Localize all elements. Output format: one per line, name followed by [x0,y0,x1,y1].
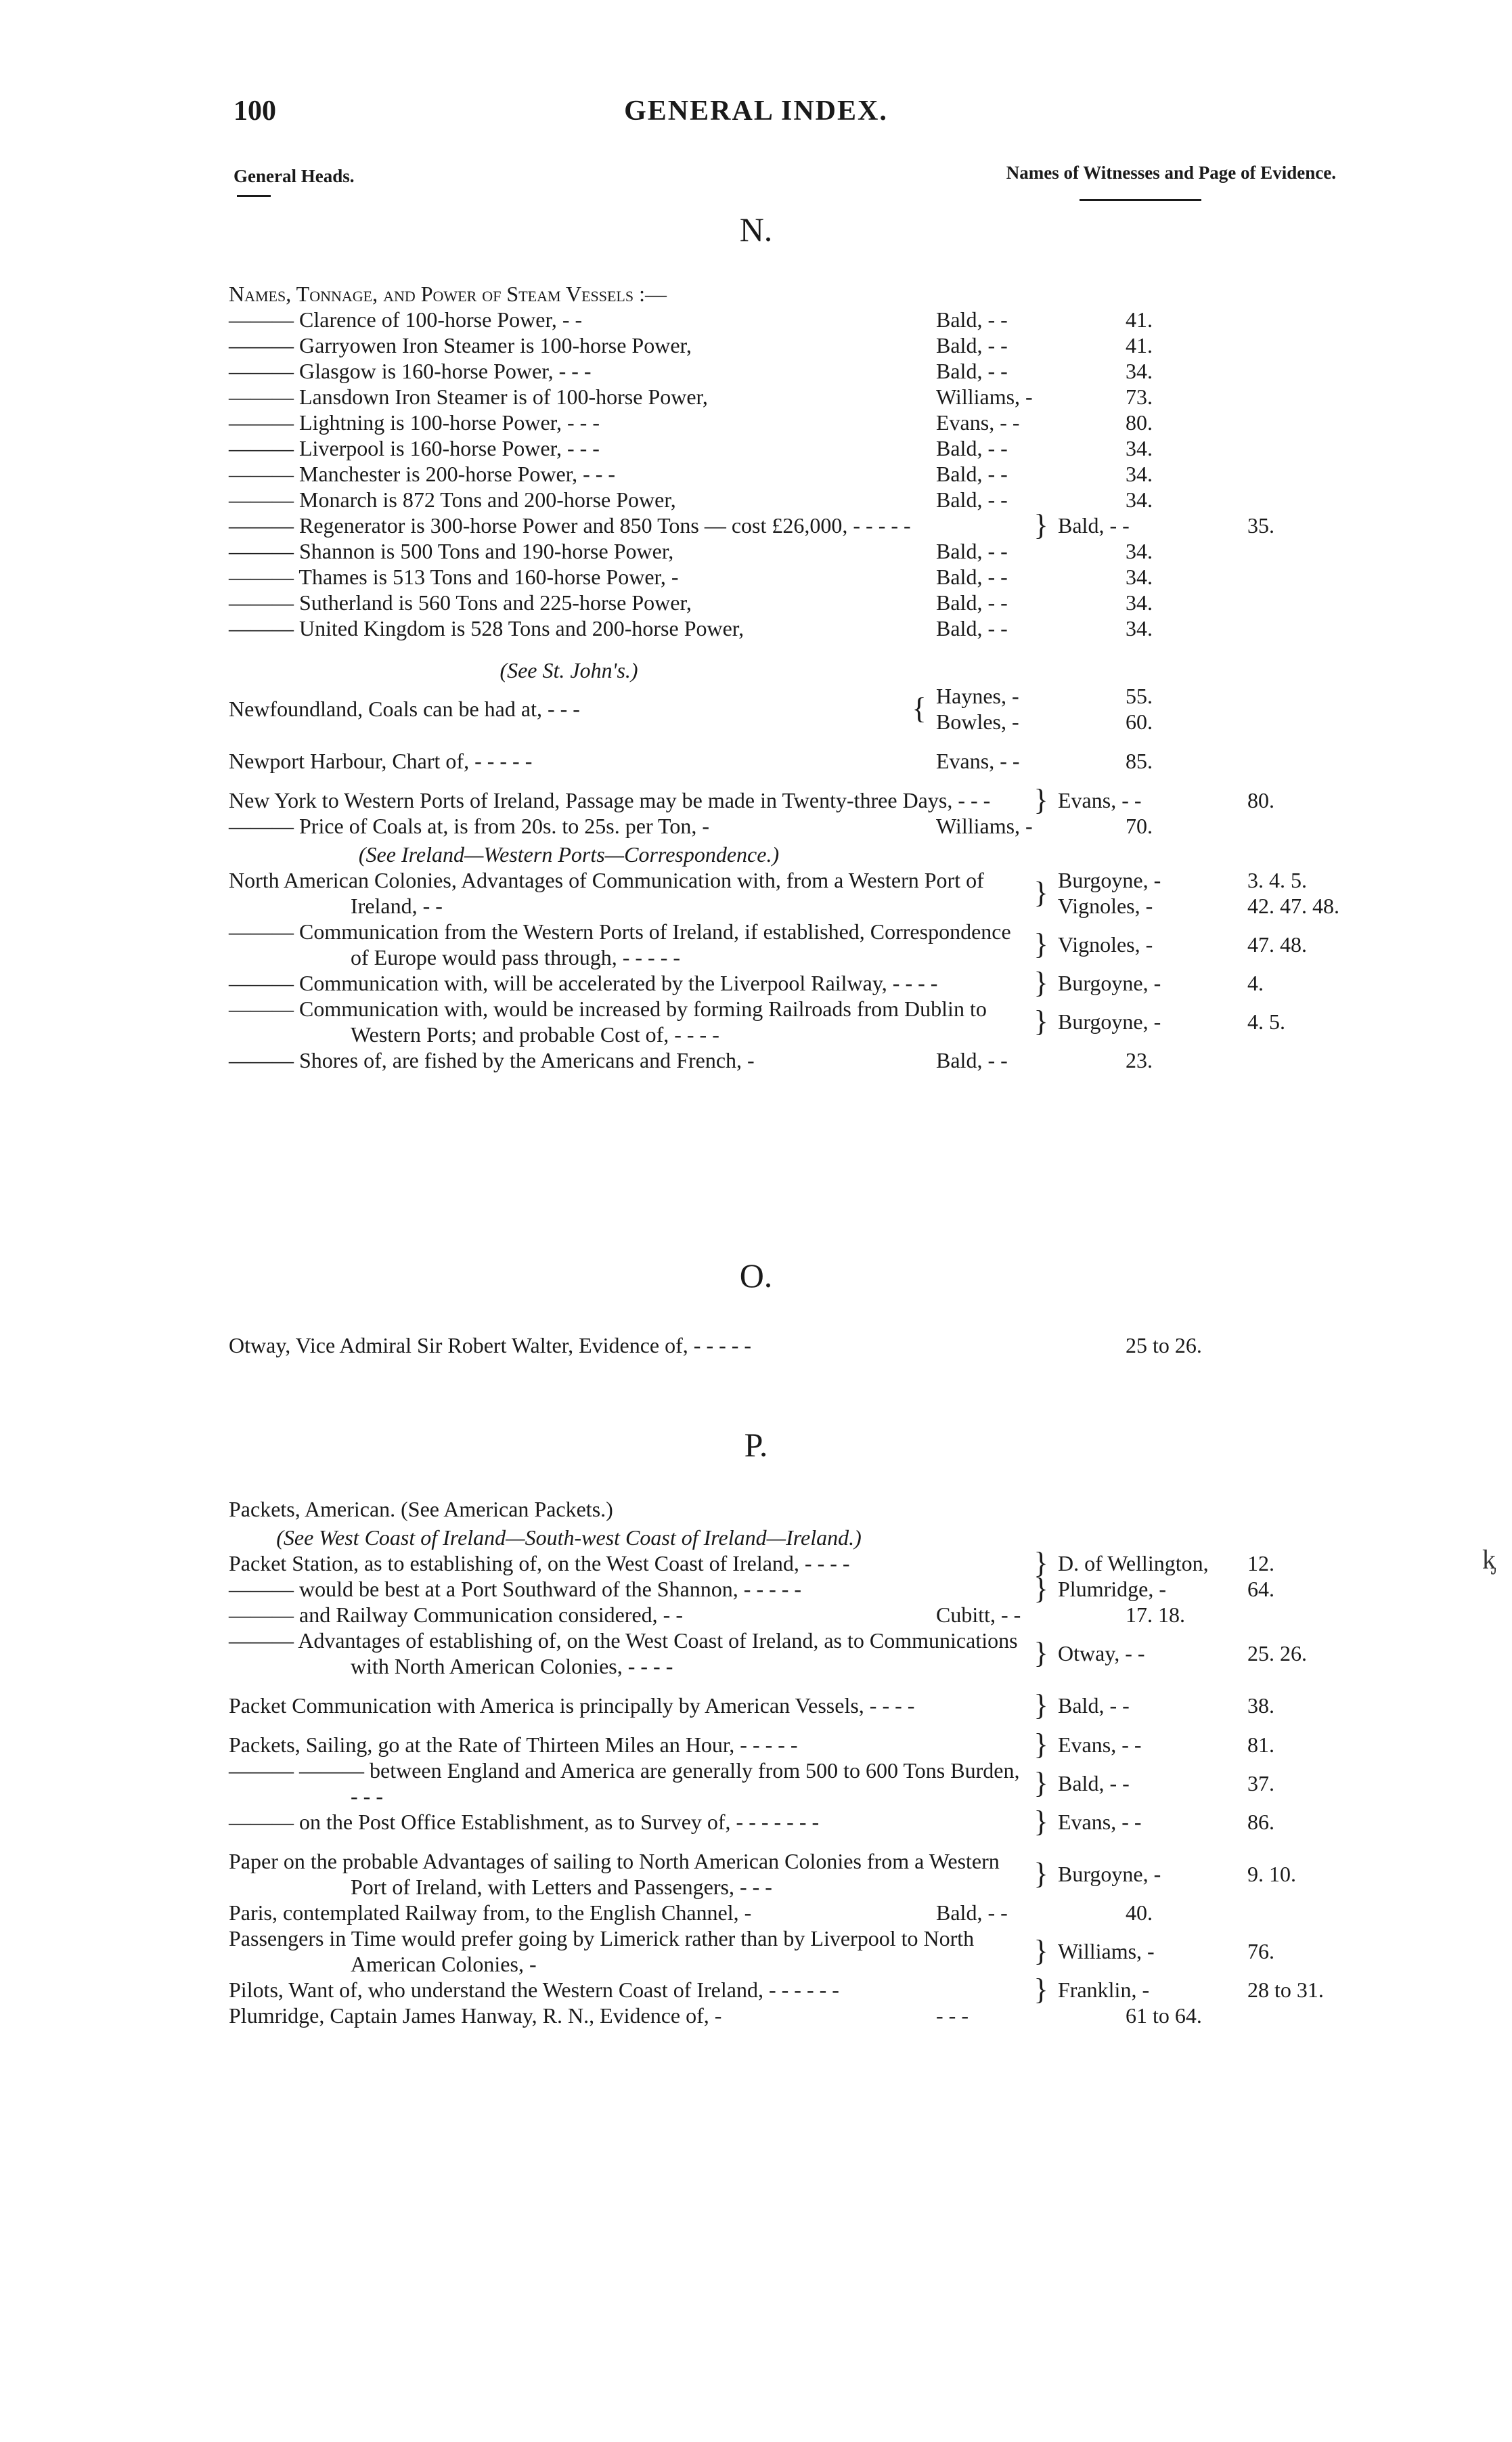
brace-glyph: } [1033,928,1048,961]
page-ref: 17. 18. [1126,1602,1185,1627]
witness: Evans, - - [1058,1810,1142,1834]
page-ref: 38. [1247,1693,1274,1718]
witness: Otway, - - [1058,1641,1145,1665]
brace-glyph: } [1033,1005,1048,1038]
witness: Bald, - - [936,539,1008,563]
witness: Burgoyne, - [1058,971,1161,995]
page-ref: 9. 10. [1247,1862,1296,1886]
page-ref: 34. [1126,487,1153,512]
see-note: (See West Coast of Ireland—South-west Coast of Ireland—Ireland.) [276,1525,862,1550]
steam-vessels-heading: Names, Tonnage, and Power of Steam Vessels :— [229,282,667,306]
page-ref: 61 to 64. [1126,2003,1202,2028]
page-ref: 35. [1247,513,1274,538]
page-ref: 34. [1126,590,1153,615]
letter-n-heading: N. [739,211,773,248]
page-ref: 34. [1126,436,1153,460]
passengers-entry: Passengers in Time would prefer going by Limerick rather than by Liverpool to North American Colonies, - [229,1926,975,1976]
price-coals-entry: ——— Price of Coals at, is from 20s. to 25s. per Ton, - [229,814,709,838]
page-ref: 81. [1247,1732,1274,1757]
page-ref: 86. [1247,1810,1274,1834]
witness: Bald, - - [936,307,1008,332]
brace-glyph: } [1033,1934,1048,1967]
newfoundland-entry: Newfoundland, Coals can be had at, - - - [229,697,580,721]
brace-glyph: } [1033,1572,1048,1605]
brace-glyph: } [1033,508,1048,542]
brace-glyph: } [1033,1728,1048,1761]
witness: Williams, - [936,385,1033,409]
margin-mark: ᶄ [1482,1544,1496,1575]
page-ref: 34. [1126,565,1153,589]
witness: Bald, - - [936,1900,1008,1925]
page-ref: 12. [1247,1551,1274,1575]
witness: Franklin, - [1058,1978,1150,2002]
entry-text: ——— Regenerator is 300-horse Power and 850 Tons — cost £26,000, - - - - - [229,513,911,538]
entry-text: ——— Clarence of 100-horse Power, - - [229,307,583,332]
pilots-entry: Pilots, Want of, who understand the Western Coast of Ireland, - - - - - - [229,1978,839,2002]
otway-entry: Otway, Vice Admiral Sir Robert Walter, Evidence of, - - - - - [229,1333,752,1357]
brace-glyph: } [1033,1636,1048,1670]
packet-entry: Packets, Sailing, go at the Rate of Thirteen Miles an Hour, - - - - - [229,1732,798,1757]
brace-glyph: { [912,692,927,725]
entry-text: ——— Sutherland is 560 Tons and 225-horse Power, [229,590,692,615]
plumridge-entry: Plumridge, Captain James Hanway, R. N., Evidence of, - [229,2003,722,2028]
witness: Bald, - - [1058,513,1130,538]
page-ref: 40. [1126,1900,1153,1925]
witness: Vignoles, - [1058,894,1153,918]
witness: Bald, - - [936,1048,1008,1072]
packet-entry: ——— Advantages of establishing of, on the West Coast of Ireland, as to Communications with North American Colonies, - - - - [229,1628,1018,1678]
witness: Burgoyne, - [1058,1862,1161,1886]
page-ref: 28 to 31. [1247,1978,1324,2002]
witness: Evans, - - [1058,788,1142,812]
see-note: (See Ireland—Western Ports—Correspondence.) [358,842,780,867]
page-ref: 80. [1247,788,1274,812]
north-american-entry: ——— Communication with, would be increased by forming Railroads from Dublin to Western Ports; and probable Cost of, - - - - [229,997,987,1047]
entry-text: ——— Glasgow is 160-horse Power, - - - [229,359,592,383]
packet-entry: ——— and Railway Communication considered, - - [229,1602,683,1627]
entry-text: ——— Garryowen Iron Steamer is 100-horse Power, [229,333,692,357]
witness: Bald, - - [936,590,1008,615]
entry-text: ——— Thames is 513 Tons and 160-horse Power, - [229,565,679,589]
witness: Evans, - - [1058,1732,1142,1757]
section-p [229,1496,1325,2028]
brace-glyph: } [1033,783,1048,816]
north-american-entry: ——— Communication with, will be accelerated by the Liverpool Railway, - - - - [229,971,938,995]
newport-entry: Newport Harbour, Chart of, - - - - - [229,749,533,773]
witness: Burgoyne, - [1058,868,1161,892]
brace-glyph: } [1033,1973,1048,2006]
witness: Bald, - - [936,462,1008,486]
packet-entry: Packet Communication with America is principally by American Vessels, - - - - [229,1693,915,1718]
page-ref: 70. [1126,814,1153,838]
page-ref: 80. [1126,410,1153,435]
page-ref: 3. 4. 5. [1247,868,1307,892]
witness: D. of Wellington, [1058,1551,1209,1575]
north-american-entry: ——— Communication from the Western Ports of Ireland, if established, Correspondence of Europe would pass through, - - - - - [229,919,1011,969]
witness: Bald, - - [936,487,1008,512]
page-ref: 47. 48. [1247,932,1307,957]
packet-entry: ——— would be best at a Port Southward of the Shannon, - - - - - [229,1577,802,1601]
general-heads-label: General Heads. [234,166,355,186]
witness: Bald, - - [936,333,1008,357]
packet-entry: ——— ——— between England and America are generally from 500 to 600 Tons Burden, - - - [229,1758,1020,1808]
packet-entry: ——— on the Post Office Establishment, as to Survey of, - - - - - - - [229,1810,820,1834]
page-ref: 64. [1247,1577,1274,1601]
witness: Vignoles, - [1058,932,1153,957]
page-ref: 34. [1126,462,1153,486]
entry-text: ——— Lansdown Iron Steamer is of 100-horse Power, [229,385,708,409]
entry-text: ——— United Kingdom is 528 Tons and 200-horse Power, [229,616,744,640]
witness: Williams, - [1058,1939,1155,1963]
page-ref: 34. [1126,359,1153,383]
letter-o-heading: O. [739,1257,773,1294]
witness: Bald, - - [936,565,1008,589]
section-n-heading-row [229,281,1325,307]
page-ref: 25. 26. [1247,1641,1307,1665]
witness: Bald, - - [936,616,1008,640]
new-york-entry: New York to Western Ports of Ireland, Passage may be made in Twenty-three Days, - - - [229,788,991,812]
witnesses-label: Names of Witnesses and Page of Evidence. [1006,162,1336,183]
north-american-entry: ——— Shores of, are fished by the Americans and French, - [229,1048,755,1072]
section-o [229,1332,1325,1358]
page-ref: 85. [1126,749,1153,773]
brace-glyph: } [1033,1857,1048,1890]
brace-glyph: } [1033,1805,1048,1838]
brace-glyph: } [1033,1766,1048,1800]
witness: Bald, - - [1058,1771,1130,1795]
packet-entry: Packet Station, as to establishing of, on the West Coast of Ireland, - - - - [229,1551,850,1575]
right-column-rule [1080,199,1201,201]
page-ref: 4. [1247,971,1264,995]
witness: Cubitt, - - [936,1602,1021,1627]
witness: - - - [936,2003,969,2028]
paper-entry: Paper on the probable Advantages of sailing to North American Colonies from a Western Port of Ireland, with Letters and Passengers, - - - [229,1849,1000,1899]
brace-glyph: } [1033,1688,1048,1722]
page-ref: 42. 47. 48. [1247,894,1339,918]
page-ref: 25 to 26. [1126,1333,1202,1357]
page-ref: 34. [1126,616,1153,640]
section-n [229,281,1339,1073]
witness: Bowles, - [936,710,1019,734]
left-column-rule [237,195,271,197]
page-ref: 23. [1126,1048,1153,1072]
running-title: GENERAL INDEX. [624,95,888,127]
north-american-entry: North American Colonies, Advantages of Communication with, from a Western Port of Ireland, - - [229,868,984,918]
page-ref: 37. [1247,1771,1274,1795]
paris-entry: Paris, contemplated Railway from, to the English Channel, - [229,1900,752,1925]
witness: Burgoyne, - [1058,1009,1161,1034]
page-ref: 60. [1126,710,1153,734]
page-ref: 34. [1126,539,1153,563]
page-ref: 4. 5. [1247,1009,1285,1034]
brace-glyph: } [1033,966,1048,999]
entry-text: ——— Lightning is 100-horse Power, - - - [229,410,600,435]
see-note: (See St. John's.) [499,658,638,682]
page-ref: 55. [1126,684,1153,708]
entry-text: ——— Monarch is 872 Tons and 200-horse Power, [229,487,676,512]
witness: Evans, - - [936,749,1020,773]
witness: Bald, - - [936,359,1008,383]
witness: Bald, - - [936,436,1008,460]
witness: Williams, - [936,814,1033,838]
page-ref: 76. [1247,1939,1274,1963]
witness: Haynes, - [936,684,1019,708]
page-number: 100 [234,95,276,127]
page-ref: 41. [1126,333,1153,357]
entry-text: ——— Liverpool is 160-horse Power, - - - [229,436,600,460]
page-ref: 73. [1126,385,1153,409]
witness: Evans, - - [936,410,1020,435]
witness: Plumridge, - [1058,1577,1166,1601]
witness: Bald, - - [1058,1693,1130,1718]
brace-glyph: } [1033,876,1048,909]
entry-text: ——— Shannon is 500 Tons and 190-horse Power, [229,539,674,563]
brace-glyph: } [1033,1546,1048,1579]
packets-american-entry: Packets, American. (See American Packets.) [229,1497,613,1521]
entry-text: ——— Manchester is 200-horse Power, - - - [229,462,616,486]
letter-p-heading: P. [744,1426,768,1464]
page-ref: 41. [1126,307,1153,332]
